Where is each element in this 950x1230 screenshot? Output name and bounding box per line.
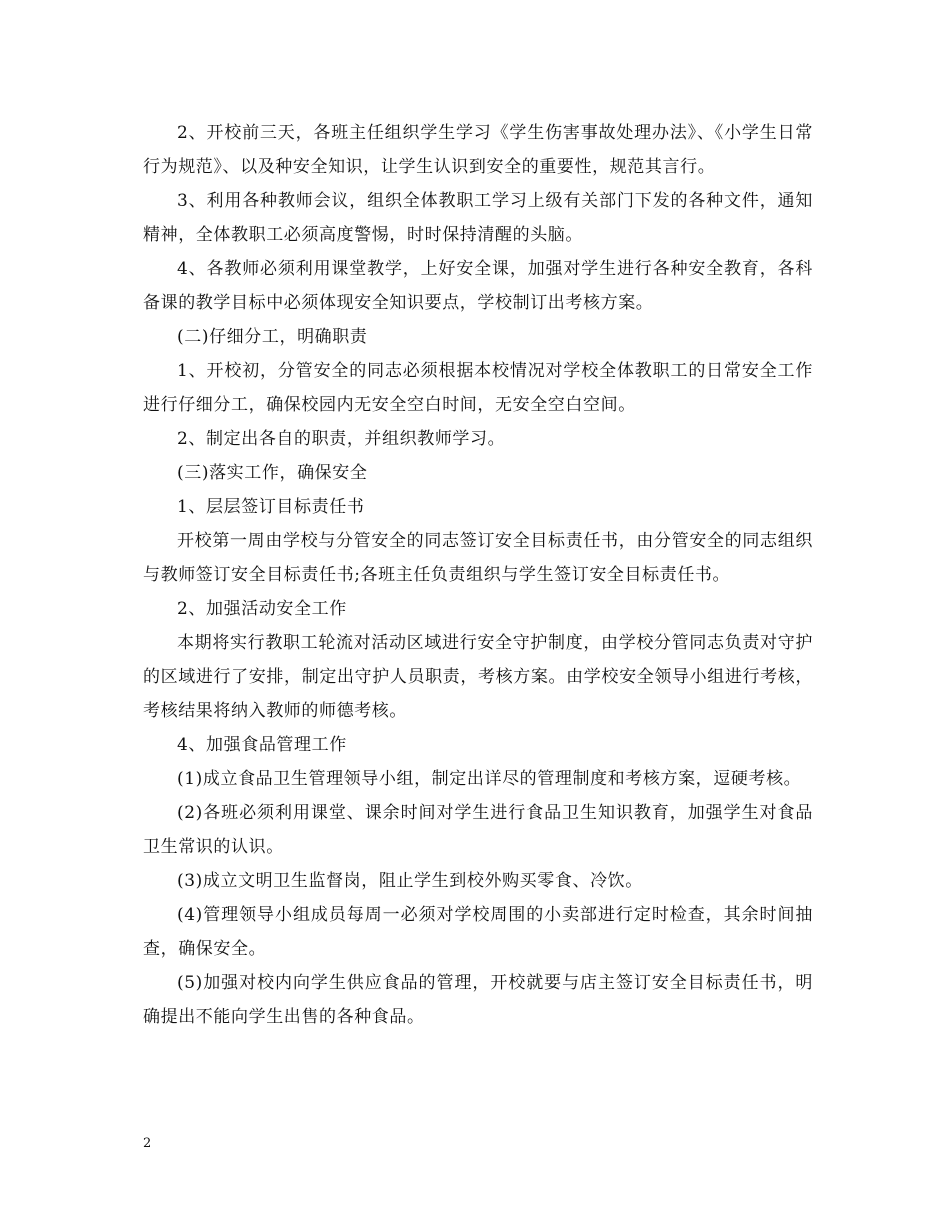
paragraph: 2、开校前三天，各班主任组织学生学习《学生伤害事故处理办法》、《小学生日常行为规范》、以及种安全知识，让学生认识到安全的重要性，规范其言行。 bbox=[143, 123, 813, 177]
subsection-heading: 2、加强活动安全工作 bbox=[177, 599, 347, 619]
list-item: (4)管理领导小组成员每周一必须对学校周围的小卖部进行定时检查，其余时间抽查，确保安全。 bbox=[143, 905, 813, 959]
paragraph: 4、各教师必须利用课堂教学，上好安全课，加强对学生进行各种安全教育，各科备课的教学目标中必须体现安全知识要点，学校制订出考核方案。 bbox=[143, 259, 813, 313]
paragraph: 2、制定出各自的职责，并组织教师学习。 bbox=[177, 429, 506, 449]
paragraph: 开校第一周由学校与分管安全的同志签订安全目标责任书，由分管安全的同志组织与教师签订安全目标责任书;各班主任负责组织与学生签订安全目标责任书。 bbox=[143, 531, 813, 585]
subsection-heading: 4、加强食品管理工作 bbox=[177, 735, 347, 755]
subsection-heading: 1、层层签订目标责任书 bbox=[177, 497, 365, 517]
paragraph: 1、开校初，分管安全的同志必须根据本校情况对学校全体教职工的日常安全工作进行仔细分工，确保校园内无安全空白时间，无安全空白空间。 bbox=[143, 361, 813, 415]
section-heading: (三)落实工作，确保安全 bbox=[177, 463, 368, 483]
list-item: (5)加强对校内向学生供应食品的管理，开校就要与店主签订安全目标责任书，明确提出不能向学生出售的各种食品。 bbox=[143, 973, 813, 1027]
page-number: 2 bbox=[143, 1136, 152, 1151]
list-item: (3)成立文明卫生监督岗，阻止学生到校外购买零食、冷饮。 bbox=[177, 871, 643, 891]
list-item: (2)各班必须利用课堂、课余时间对学生进行食品卫生知识教育，加强学生对食品卫生常识的认识。 bbox=[143, 803, 813, 857]
list-item: (1)成立食品卫生管理领导小组，制定出详尽的管理制度和考核方案，逗硬考核。 bbox=[177, 769, 802, 789]
document-body bbox=[143, 116, 813, 1034]
paragraph: 3、利用各种教师会议，组织全体教职工学习上级有关部门下发的各种文件，通知精神，全体教职工必须高度警惕，时时保持清醒的头脑。 bbox=[143, 191, 813, 245]
paragraph: 本期将实行教职工轮流对活动区域进行安全守护制度，由学校分管同志负责对守护的区域进行了安排，制定出守护人员职责，考核方案。由学校安全领导小组进行考核，考核结果将纳入教师的师德考核。 bbox=[143, 633, 813, 721]
section-heading: (二)仔细分工，明确职责 bbox=[177, 327, 368, 347]
